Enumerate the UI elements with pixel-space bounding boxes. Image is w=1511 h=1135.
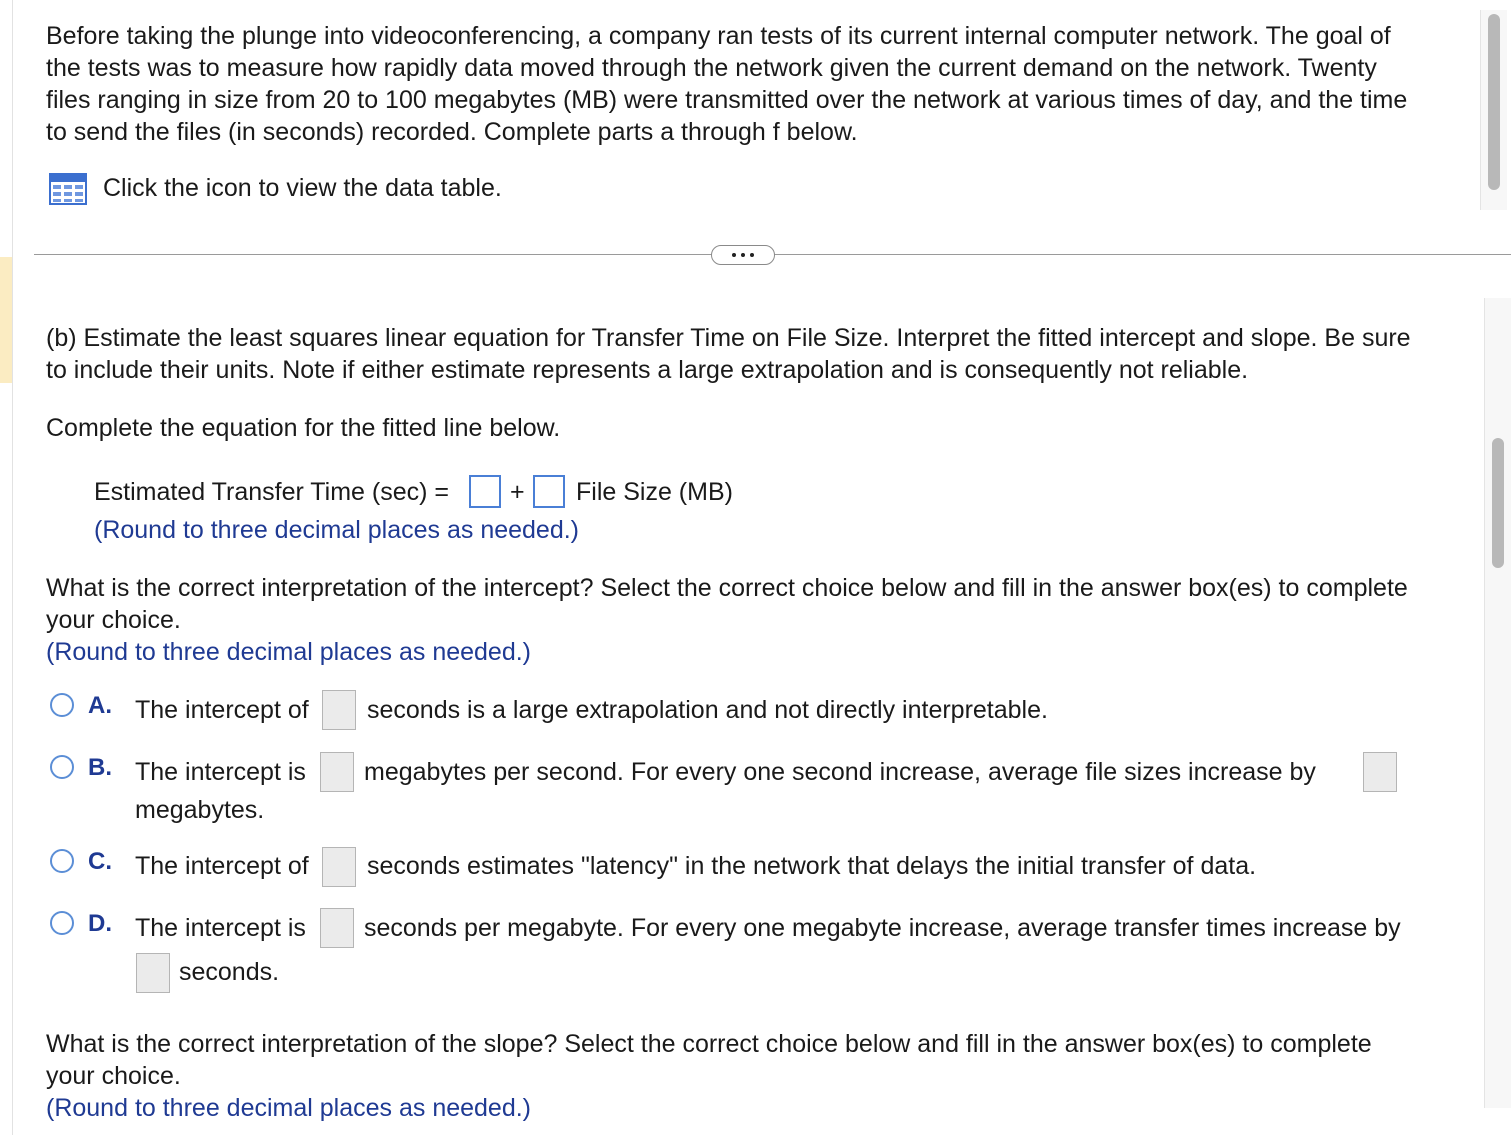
equation-plus: +	[510, 478, 525, 506]
option-a-post: seconds is a large extrapolation and not directly interpretable.	[367, 696, 1048, 724]
option-b-intercept-input[interactable]	[320, 752, 354, 792]
option-b-increase-input[interactable]	[1363, 752, 1397, 792]
option-a-intercept-input[interactable]	[322, 690, 356, 730]
intro-line-2: the tests was to measure how rapidly data moved through the network given the current demand on the network. Twenty	[46, 54, 1377, 82]
option-b-letter: B.	[88, 754, 112, 781]
intercept-question-line-2: your choice.	[46, 606, 181, 634]
intercept-round-note: (Round to three decimal places as needed.)	[46, 638, 532, 666]
part-b-line-1: (b) Estimate the least squares linear equation for Transfer Time on File Size. Interpret the fitted intercept and slope. Be sure	[46, 324, 1411, 352]
intro-line-4: to send the files (in seconds) recorded. Complete parts a through f below.	[46, 118, 858, 146]
table-grid-icon[interactable]	[49, 173, 87, 205]
slope-round-note: (Round to three decimal places as needed.)	[46, 1094, 532, 1122]
option-d-post: seconds per megabyte. For every one megabyte increase, average transfer times increase by	[364, 914, 1401, 942]
main-panel-scrollbar[interactable]	[1484, 298, 1511, 1108]
data-table-link-label[interactable]: Click the icon to view the data table.	[103, 174, 502, 202]
equation-rhs: File Size (MB)	[576, 478, 733, 506]
option-d-radio[interactable]	[50, 911, 74, 935]
intro-line-3: files ranging in size from 20 to 100 megabytes (MB) were transmitted over the network at various times of day, and the time	[46, 86, 1408, 114]
equation-round-note: (Round to three decimal places as needed.)	[94, 516, 580, 544]
intro-line-1: Before taking the plunge into videoconferencing, a company ran tests of its current internal computer network. The goal of	[46, 22, 1391, 50]
option-a-radio[interactable]	[50, 693, 74, 717]
option-c-post: seconds estimates "latency" in the network that delays the initial transfer of data.	[367, 852, 1257, 880]
top-panel-scrollbar[interactable]	[1480, 10, 1507, 210]
option-d-intercept-input[interactable]	[320, 908, 354, 948]
intercept-question-line-1: What is the correct interpretation of the intercept? Select the correct choice below and fill in the answer box(es) to complete	[46, 574, 1408, 602]
option-d-letter: D.	[88, 910, 112, 937]
part-b-line-2: to include their units. Note if either estimate represents a large extrapolation and is consequently not reliable.	[46, 356, 1249, 384]
left-border	[0, 0, 13, 1135]
option-d-line-2: seconds.	[179, 958, 280, 986]
option-b-line-2: megabytes.	[135, 796, 265, 824]
active-part-marker	[0, 257, 12, 383]
complete-equation-instruction: Complete the equation for the fitted line below.	[46, 414, 561, 442]
slope-input[interactable]	[533, 475, 565, 508]
option-c-letter: C.	[88, 848, 112, 875]
option-c-radio[interactable]	[50, 849, 74, 873]
slope-question-line-2: your choice.	[46, 1062, 181, 1090]
intercept-input[interactable]	[469, 475, 501, 508]
main-panel-scrollbar-thumb[interactable]	[1492, 438, 1504, 568]
slope-round-note-clipped	[46, 1088, 532, 1122]
option-d-increase-input[interactable]	[136, 953, 170, 993]
expand-ellipsis-button[interactable]	[711, 245, 775, 265]
option-b-pre: The intercept is	[135, 758, 306, 786]
option-b-radio[interactable]	[50, 755, 74, 779]
option-b-post: megabytes per second. For every one second increase, average file sizes increase by	[364, 758, 1316, 786]
option-c-pre: The intercept of	[135, 852, 309, 880]
equation-lhs: Estimated Transfer Time (sec) =	[94, 478, 449, 506]
top-panel-scrollbar-thumb[interactable]	[1488, 14, 1500, 190]
slope-question-line-1: What is the correct interpretation of the slope? Select the correct choice below and fill in the answer box(es) to complete	[46, 1030, 1372, 1058]
option-c-intercept-input[interactable]	[322, 847, 356, 887]
option-a-pre: The intercept of	[135, 696, 309, 724]
option-a-letter: A.	[88, 692, 112, 719]
option-d-pre: The intercept is	[135, 914, 306, 942]
